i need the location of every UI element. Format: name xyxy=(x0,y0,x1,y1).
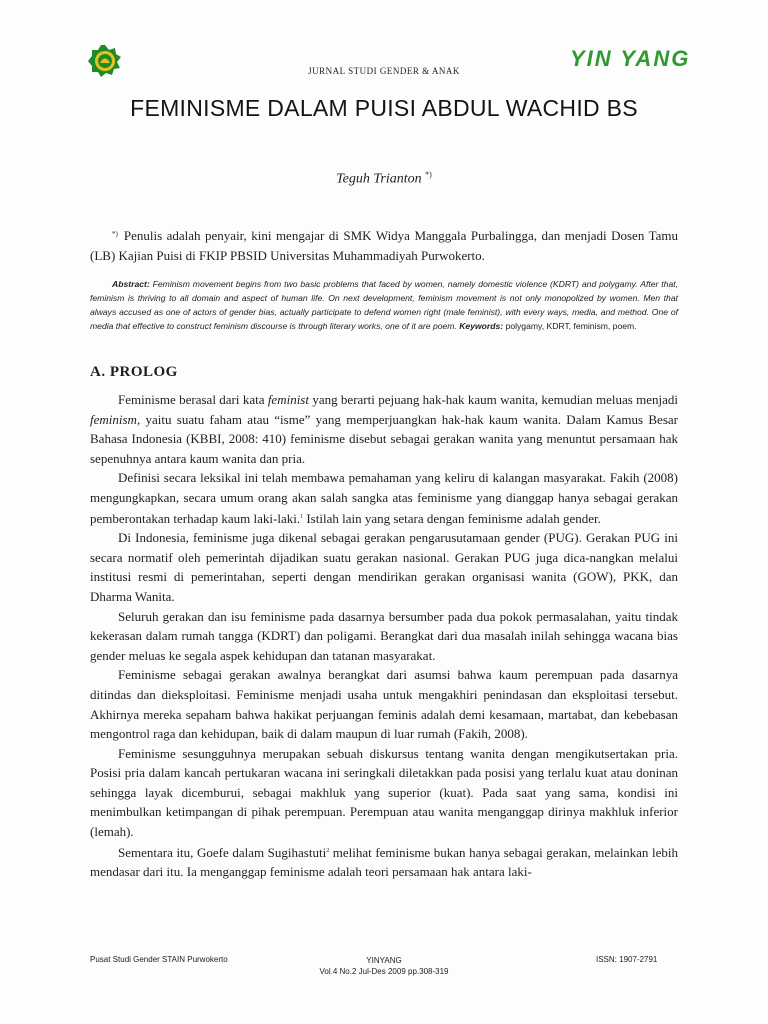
paragraph-5: Feminisme sebagai gerakan awalnya berangkat dari asumsi bahwa kaum perempuan pada dasarnya ditindas dan dieksploitasi. Feminisme menjadi usaha untuk mengakhiri penindasan dan eksploitasi tersebut. Akhirnya mereka sepaham bahwa hakikat perjuangan feminis adalah demi kesamaan, martabat, dan kebebasan mengontrol raga dan kehidupan, baik di dalam maupun di luar rumah (Fakih, 2008). xyxy=(90,667,678,742)
author-footnote xyxy=(90,224,678,266)
paragraph-text: melihat feminisme bukan hanya sebagai gerakan, melainkan lebih mendasar dari itu. Ia menganggap feminisme adalah teori persamaan hak antara laki- xyxy=(90,844,678,880)
author-footnote-mark: *) xyxy=(425,170,432,179)
abstract xyxy=(90,277,678,333)
paragraph-1 xyxy=(90,390,678,468)
paragraph-2 xyxy=(90,468,678,528)
keywords-label: Keywords: xyxy=(459,321,504,331)
paragraph-text: yang berarti pejuang hak-hak kaum wanita, kemudian meluas menjadi xyxy=(308,392,678,407)
section-heading: A. PROLOG xyxy=(90,364,178,380)
author-name: Teguh Trianton xyxy=(336,171,422,187)
paragraph-3: Di Indonesia, feminisme juga dikenal sebagai gerakan pengarusutamaan gender (PUG). Gerakan PUG ini secara normatif oleh pemerintah dijadikan suatu gerakan nasional. Gerakan PUG juga dica-nangkan melalui institusi resmi di pemerintahan, seperti dengan mendirikan gerakan organisasi wanita (GOW), PKK, dan Dharma Wanita. xyxy=(90,530,678,604)
article-title: FEMINISME DALAM PUISI ABDUL WACHID BS xyxy=(130,95,638,121)
author-line xyxy=(0,170,768,188)
paragraph-4: Seluruh gerakan dan isu feminisme pada dasarnya bersumber pada dua pokok permasalahan, yaitu tindak kekerasan dalam rumah tangga (KDRT) dan poligami. Berangkat dari dua masalah inilah sehingga wacana bias gender meluas ke segala aspek kehidupan dan tatanan masyarakat. xyxy=(90,608,678,663)
paragraph-text: Feminisme berasal dari kata xyxy=(118,392,268,407)
body-text xyxy=(90,390,678,882)
abstract-text: Feminism movement begins from two basic problems that faced by women, namely domestic violence (KDRT) and polygamy. After that, feminism is thriving to all domain and aspect of human life. On next development, feminism movement is not only monopolized by women. Men that always accused as one of actors of gender bias, actually participate to defend women right (male feminist), with every ways, media, and method. One of media that effective to construct feminism discourse is through literary works, one of it are poem. xyxy=(90,279,679,331)
footnote-mark: *) xyxy=(112,230,118,238)
paragraph-text: Istilah lain yang setara dengan feminisme adalah gender. xyxy=(303,510,601,526)
journal-name: JURNAL STUDI GENDER & ANAK xyxy=(308,66,460,76)
paragraph-text: yaitu suatu faham atau “isme” yang memperjuangkan hak-hak kaum wanita. Dalam Kamus Besar Bahasa Indonesia (KBBI, 2008: 410) feminisme disebut sebagai gerakan wanita yang menuntut persamaan hak sepenuhnya antara kaum wanita dan pria. xyxy=(90,411,678,466)
footnote-text: Penulis adalah penyair, kini mengajar di SMK Widya Manggala Purbalingga, dan menjadi Dosen Tamu (LB) Kajian Puisi di FKIP PBSID Universitas Muhammadiyah Purwokerto. xyxy=(90,228,678,263)
footer-volume: Vol.4 No.2 Jul-Des 2009 pp.308-319 xyxy=(319,967,449,976)
footer-issn: ISSN: 1907-2791 xyxy=(596,955,658,964)
italic-term: feminism, xyxy=(90,411,141,427)
footnote-ref: 1 xyxy=(300,513,304,520)
paragraph-7 xyxy=(90,842,678,882)
footer-institution: Pusat Studi Gender STAIN Purwokerto xyxy=(90,955,228,964)
keywords-text: polygamy, KDRT, feminism, poem. xyxy=(505,321,637,331)
footer-journal-name: YINYANG xyxy=(366,956,402,965)
footnote-ref: 2 xyxy=(326,847,330,854)
paragraph-text: Sementara itu, Goefe dalam Sugihastuti xyxy=(118,844,327,860)
brand-logo-text: YIN YANG xyxy=(570,46,691,71)
paragraph-6: Feminisme sesungguhnya merupakan sebuah diskursus tentang wanita dengan mengikutsertakan pria. Posisi pria dalam kancah pertukaran wacana ini seringkali diletakkan pada posisi yang terlalu kuat atau doninan sehingga layak dicemburui, sebagai makhluk yang superior (kuat). Pada saat yang sama, kondisi ini menimbulkan ketimpangan di pihak perempuan. Perempuan atau wanita menganggap dirinya makhluk inferior (lemah). xyxy=(90,745,678,840)
paragraph-text: Definisi secara leksikal ini telah membawa pemahaman yang keliru di kalangan masyarakat. Fakih (2008) mengungkapkan, secara umum orang akan salah sangka atas feminisme yang dianggap hanya sebagai gerakan pemberontakan terhadap kaum laki-laki. xyxy=(90,470,678,526)
italic-term: feminist xyxy=(267,392,309,407)
abstract-label: Abstract: xyxy=(112,279,150,289)
